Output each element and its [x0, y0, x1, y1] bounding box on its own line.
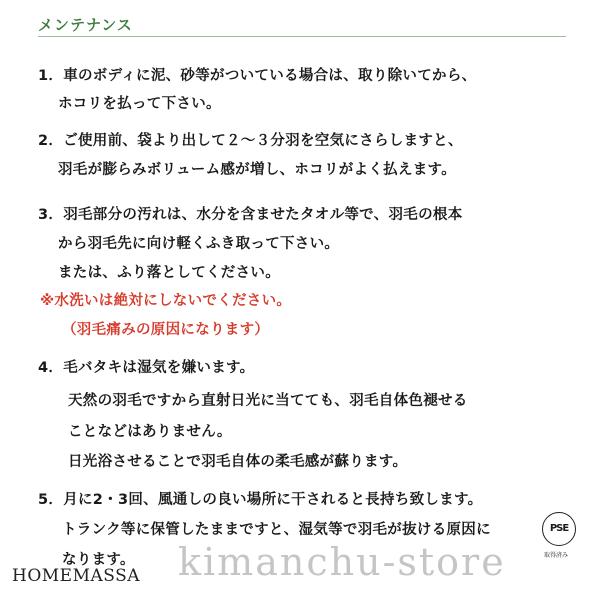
item-4-line-3: ことなどはありません。: [68, 424, 232, 440]
section-title: メンテナンス: [38, 16, 133, 34]
item-1-line-2: ホコリを払って下さい。: [58, 96, 221, 112]
warning-text: ※水洗いは絶対にしないでください。: [40, 293, 292, 309]
watermark: kimanchu-store: [178, 540, 506, 584]
warning-note: （羽毛痛みの原因になります）: [62, 322, 270, 338]
item-3-line-1: 3．羽毛部分の汚れは、水分を含ませたタオル等で、羽毛の根本: [38, 207, 463, 223]
pse-caption: 取得済み: [544, 552, 569, 559]
title-divider: [38, 36, 566, 37]
item-3-line-2: から羽毛先に向け軽くふき取って下さい。: [58, 236, 340, 252]
item-4-line-1: 4．毛バタキは湿気を嫌います。: [38, 360, 255, 376]
pse-mark-symbol: PSE: [542, 512, 576, 546]
item-4-line-4: 日光浴させることで羽毛自体の柔毛感が蘇ります。: [68, 454, 408, 470]
item-2-line-1: 2．ご使用前、袋より出して２～３分羽を空気にさらしますと、: [38, 133, 463, 149]
brand-logo: HOMEMASSA: [12, 566, 141, 586]
item-5-line-3: なります。: [62, 552, 135, 568]
item-3-line-3: または、ふり落としてください。: [58, 265, 280, 281]
pse-mark-icon: [542, 512, 580, 564]
item-5-line-2: トランク等に保管したままですと、湿気等で羽毛が抜ける原因に: [62, 522, 491, 538]
item-1-line-1: 1．車のボディに泥、砂等がついている場合は、取り除いてから、: [38, 68, 477, 84]
item-5-line-1: 5．月に2・3回、風通しの良い場所に干されると長持ち致します。: [38, 492, 483, 508]
item-2-line-2: 羽毛が膨らみボリューム感が増し、ホコリがよく払えます。: [58, 162, 457, 178]
item-4-line-2: 天然の羽毛ですから直射日光に当てても、羽毛自体色褪せる: [68, 393, 468, 409]
